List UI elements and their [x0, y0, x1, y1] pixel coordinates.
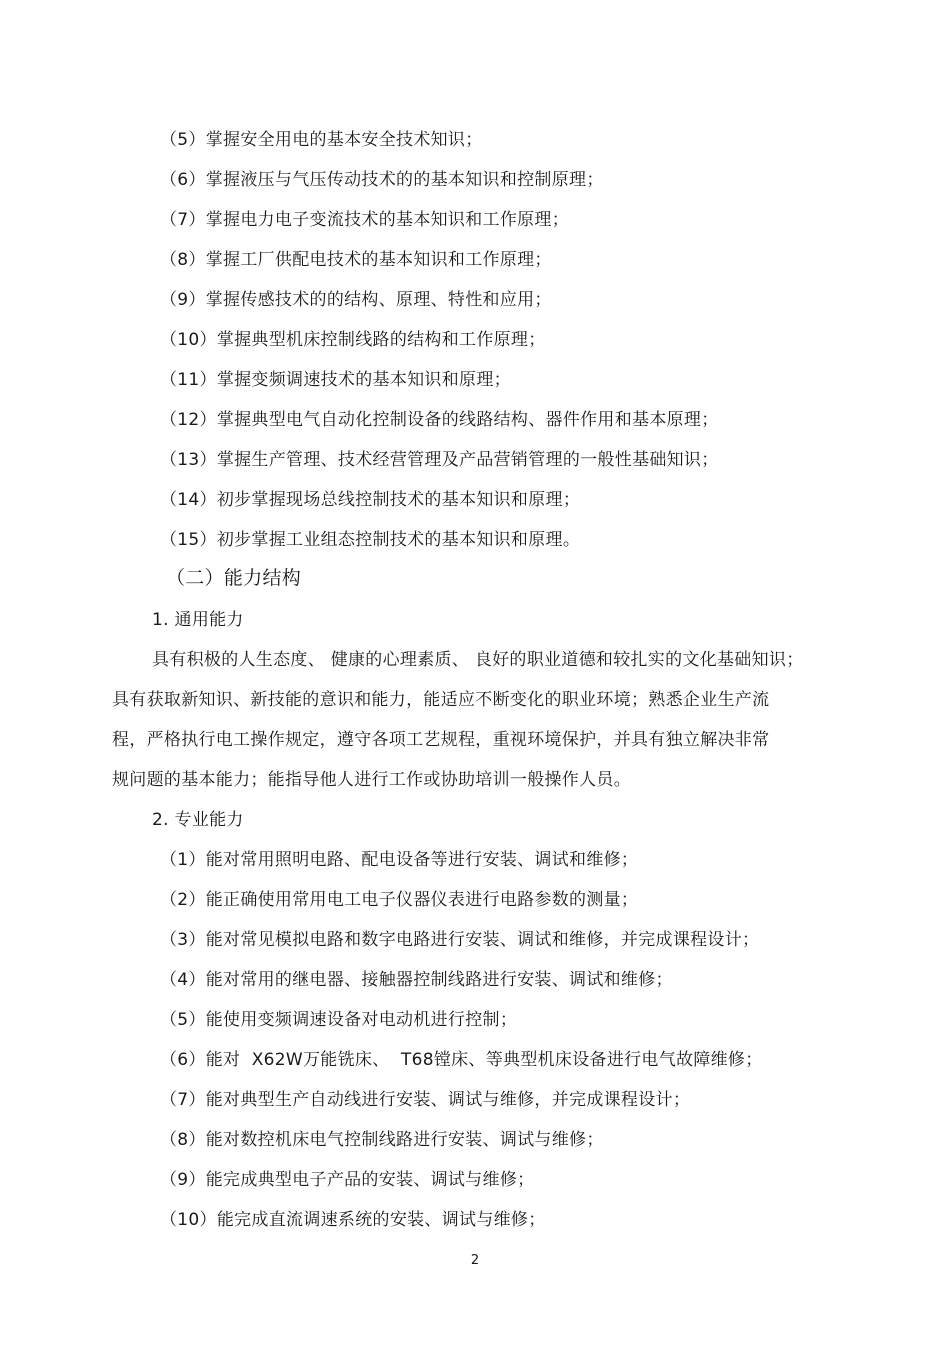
- knowledge-item: （11）掌握变频调速技术的基本知识和原理；: [160, 370, 511, 390]
- professional-ability-item: （5）能使用变频调速设备对电动机进行控制；: [160, 1010, 518, 1030]
- knowledge-item: （15）初步掌握工业组态控制技术的基本知识和原理。: [160, 530, 581, 550]
- knowledge-item: （14）初步掌握现场总线控制技术的基本知识和原理；: [160, 490, 581, 510]
- knowledge-item: （7）掌握电力电子变流技术的基本知识和工作原理；: [160, 210, 570, 230]
- professional-ability-item: （10）能完成直流调速系统的安装、调试与维修；: [160, 1210, 546, 1230]
- professional-ability-item: （4）能对常用的继电器、接触器控制线路进行安装、调试和维修；: [160, 970, 673, 990]
- knowledge-item: （6）掌握液压与气压传动技术的的基本知识和控制原理；: [160, 170, 604, 190]
- general-ability-paragraph-line: 程，严格执行电工操作规定，遵守各项工艺规程，重视环境保护，并具有独立解决非常: [112, 730, 770, 750]
- general-ability-paragraph-line: 具有获取新知识、新技能的意识和能力，能适应不断变化的职业环境；熟悉企业生产流: [112, 690, 770, 710]
- general-ability-paragraph-line: 规问题的基本能力；能指导他人进行工作或协助培训一般操作人员。: [112, 770, 631, 790]
- knowledge-item: （12）掌握典型电气自动化控制设备的线路结构、器件作用和基本原理；: [160, 410, 719, 430]
- knowledge-item: （5）掌握安全用电的基本安全技术知识；: [160, 130, 483, 150]
- professional-ability-item: （8）能对数控机床电气控制线路进行安装、调试与维修；: [160, 1130, 604, 1150]
- knowledge-item: （9）掌握传感技术的的结构、原理、特性和应用；: [160, 290, 552, 310]
- general-ability-heading: 1. 通用能力: [152, 610, 244, 630]
- professional-ability-item: （3）能对常见模拟电路和数字电路进行安装、调试和维修，并完成课程设计；: [160, 930, 760, 950]
- knowledge-item: （13）掌握生产管理、技术经营管理及产品营销管理的一般性基础知识；: [160, 450, 719, 470]
- knowledge-item: （10）掌握典型机床控制线路的结构和工作原理；: [160, 330, 546, 350]
- section-heading: （二）能力结构: [166, 567, 302, 589]
- professional-ability-heading: 2. 专业能力: [152, 810, 244, 830]
- professional-ability-item: （2）能正确使用常用电工电子仪器仪表进行电路参数的测量；: [160, 890, 639, 910]
- page-number: 2: [470, 1253, 480, 1268]
- knowledge-item: （8）掌握工厂供配电技术的基本知识和工作原理；: [160, 250, 552, 270]
- professional-ability-item: （1）能对常用照明电路、配电设备等进行安装、调试和维修；: [160, 850, 639, 870]
- general-ability-paragraph-line: 具有积极的人生态度、 健康的心理素质、 良好的职业道德和较扎实的文化基础知识；: [152, 650, 804, 670]
- professional-ability-item: （7）能对典型生产自动线进行安装、调试与维修，并完成课程设计；: [160, 1090, 691, 1110]
- professional-ability-item: （6）能对 X62W万能铣床、 T68镗床、等典型机床设备进行电气故障维修；: [160, 1050, 763, 1070]
- professional-ability-item: （9）能完成典型电子产品的安装、调试与维修；: [160, 1170, 535, 1190]
